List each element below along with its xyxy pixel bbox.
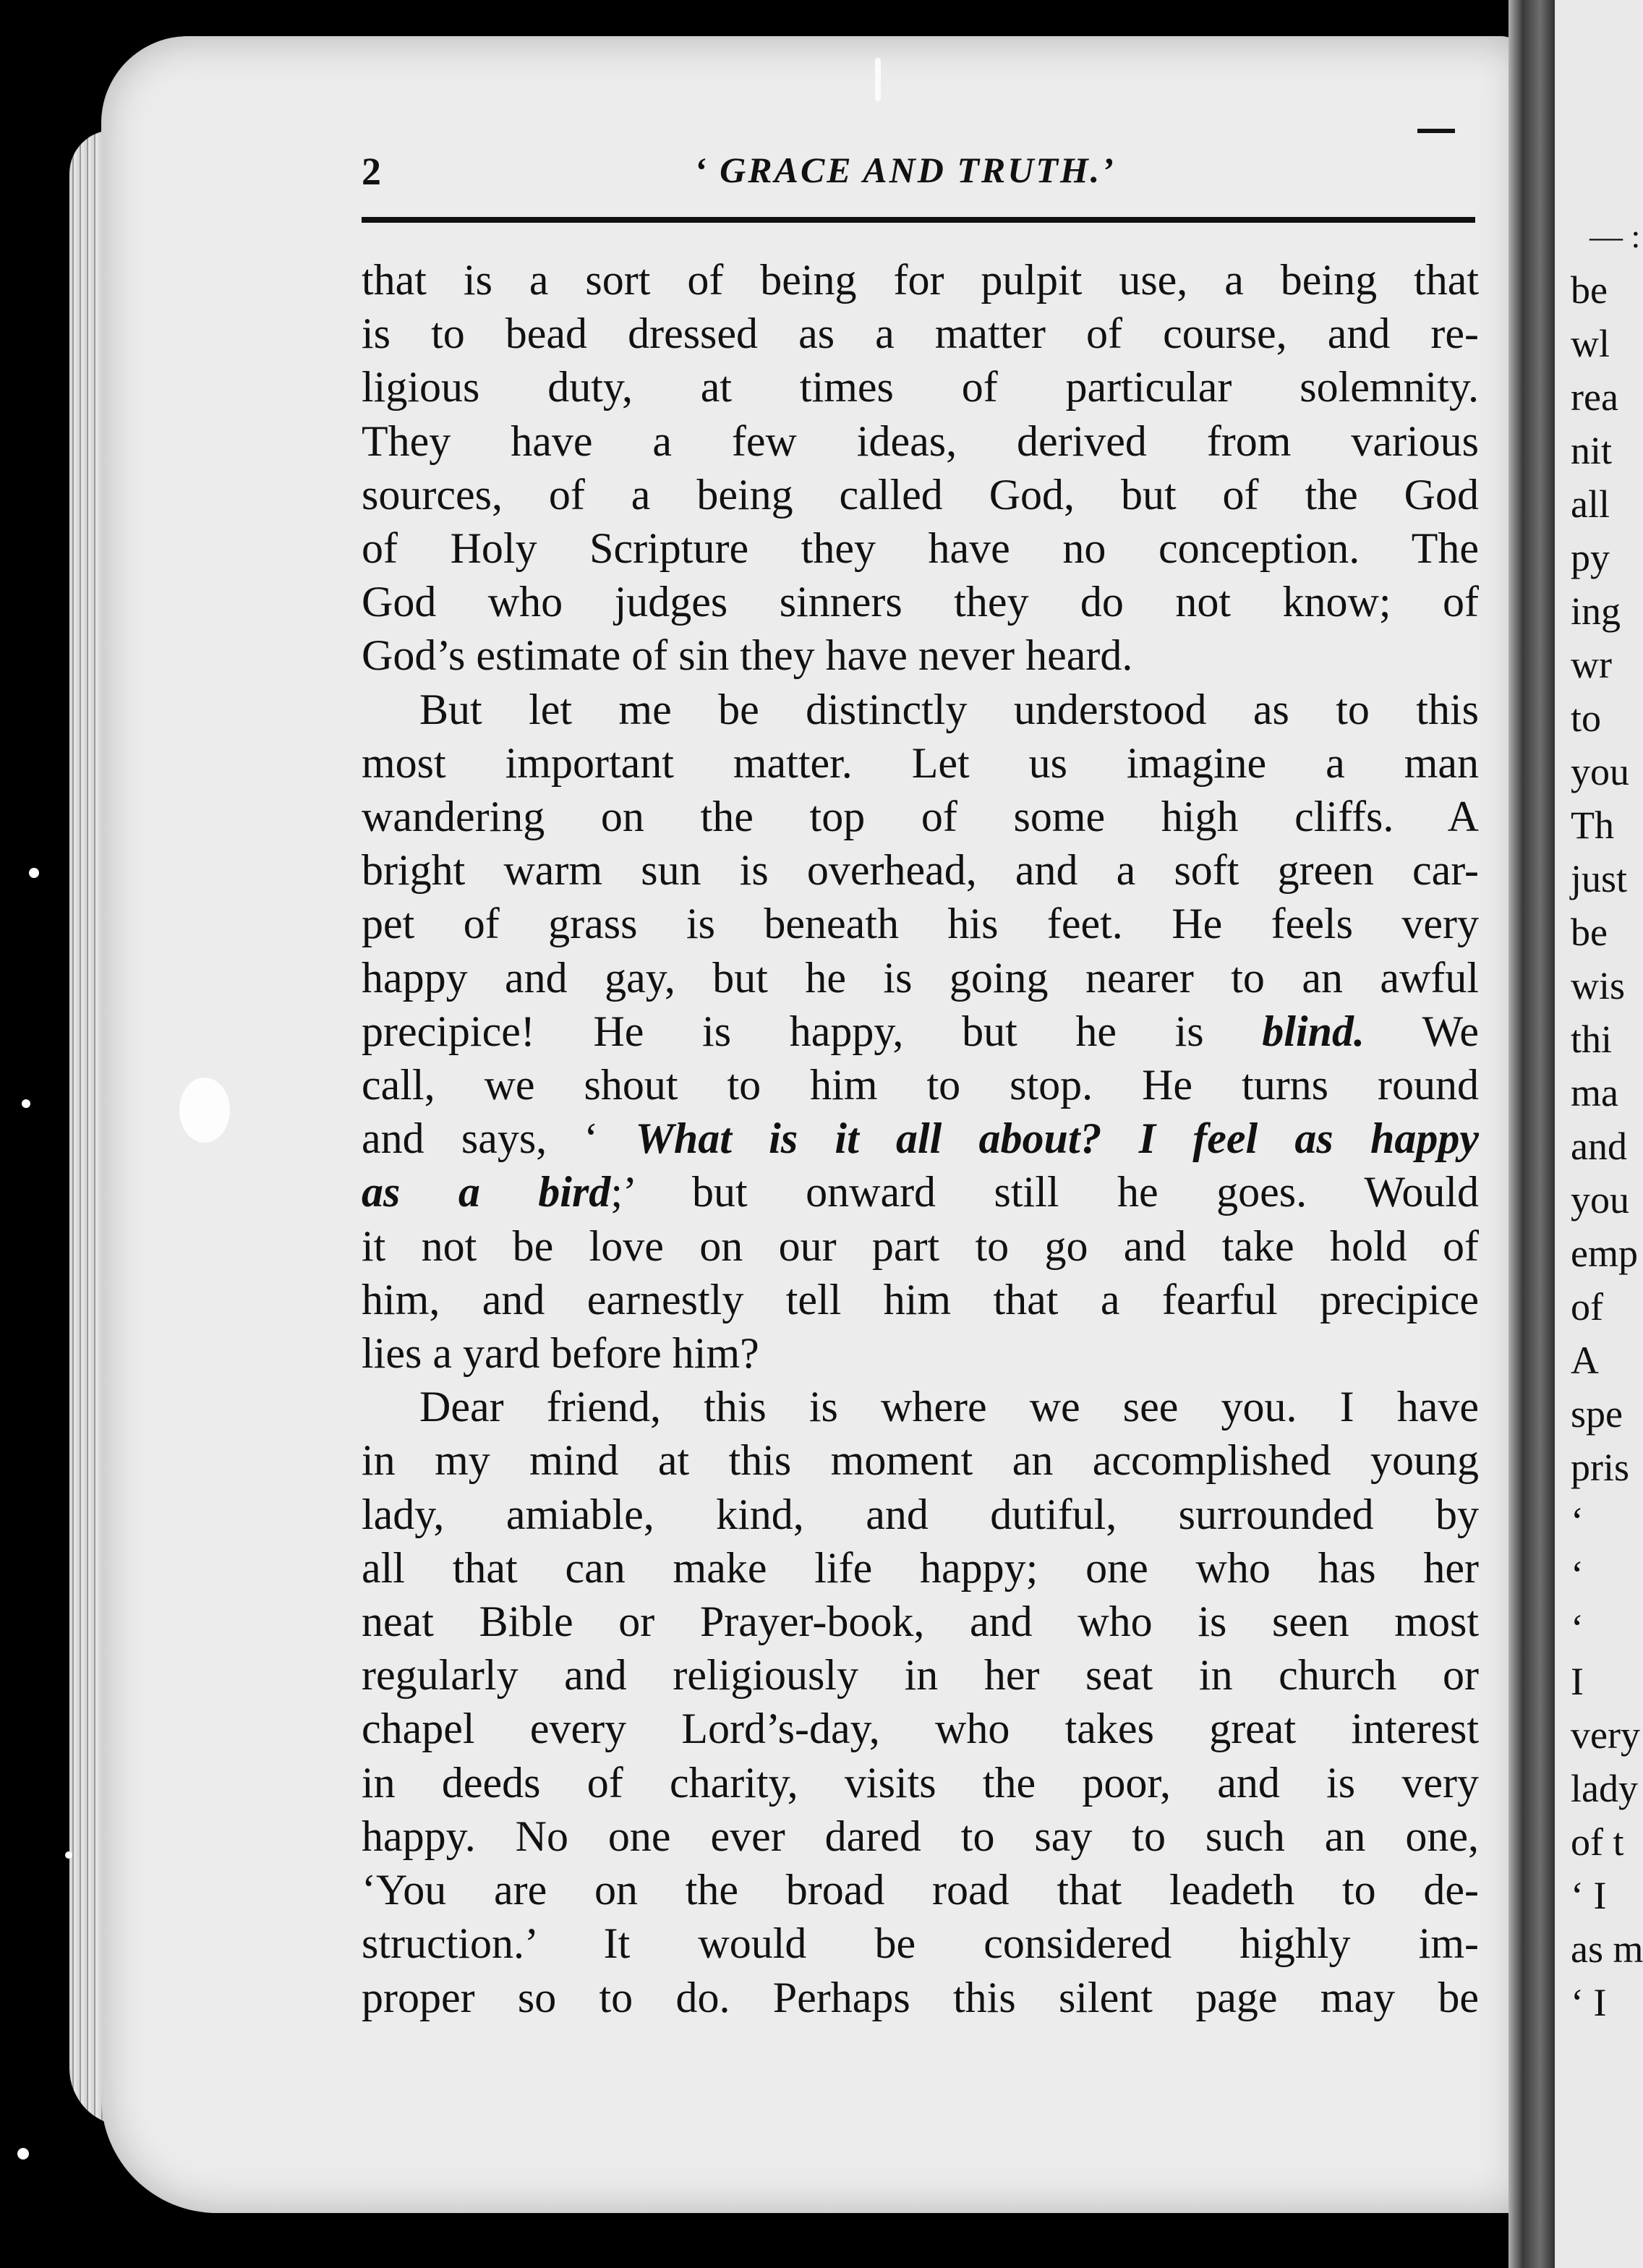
facing-page-lines: [1571, 263, 1643, 2029]
facing-line: I: [1571, 1660, 1584, 1703]
text-line: chapel every Lord’s-day, who takes great interest: [362, 1705, 1479, 1753]
facing-line: to: [1571, 696, 1602, 740]
running-title: ‘ GRACE AND TRUTH.’: [694, 150, 1116, 190]
text-line: But let me be distinctly understood as to this: [419, 685, 1479, 733]
text-line: God’s estimate of sin they have never heard.: [362, 631, 1133, 680]
text-line: that is a sort of being for pulpit use, a being that: [362, 256, 1479, 304]
facing-line: ma: [1571, 1071, 1618, 1114]
text-line: ‘You are on the broad road that leadeth to de-: [362, 1866, 1479, 1914]
facing-line: as m: [1571, 1927, 1643, 1971]
facing-line: you: [1571, 1178, 1629, 1222]
facing-line: ‘ I: [1571, 1874, 1607, 1917]
facing-line: rea: [1571, 375, 1618, 419]
text-run: We: [1365, 1007, 1480, 1055]
header-rule: [362, 217, 1475, 223]
facing-line: ‘ I: [1571, 1981, 1607, 2024]
text-run: and says, ‘: [362, 1114, 636, 1163]
paper-fleck: [17, 2148, 29, 2160]
text-line: most important matter. Let us imagine a man: [362, 738, 1479, 787]
paper-fleck: [29, 868, 39, 878]
facing-line: ‘: [1571, 1606, 1584, 1650]
facing-line: wis: [1571, 964, 1626, 1007]
text-line: God who judges sinners they do not know; of: [362, 578, 1479, 626]
facing-line: pris: [1571, 1446, 1629, 1489]
emphasis-blind: blind.: [1262, 1007, 1365, 1055]
facing-line: just: [1571, 857, 1628, 900]
facing-line: ‘: [1571, 1553, 1584, 1596]
paper-fleck: [22, 1099, 30, 1108]
text-line: happy and gay, but he is going nearer to an awful: [362, 953, 1479, 1002]
emphasis-quote: What is it all about? I feel as happy: [635, 1114, 1479, 1163]
facing-line: wr: [1571, 643, 1612, 686]
text-run: ;’ but onward still he goes. Would: [610, 1168, 1479, 1216]
facing-line: of: [1571, 1285, 1603, 1329]
facing-line: be: [1571, 268, 1608, 312]
facing-line: be: [1571, 911, 1608, 954]
text-line: ligious duty, at times of particular solemnity.: [362, 363, 1479, 412]
text-line: proper so to do. Perhaps this silent page may be: [362, 1973, 1479, 2021]
facing-line: and: [1571, 1125, 1627, 1168]
text-line: wandering on the top of some high cliffs. A: [362, 793, 1479, 841]
text-line: it not be love on our part to go and take hold of: [362, 1222, 1479, 1270]
facing-line: emp: [1571, 1232, 1638, 1275]
facing-line: of t: [1571, 1820, 1624, 1864]
text-line: [362, 1005, 1479, 1058]
facing-line: lady: [1571, 1767, 1638, 1810]
paragraph-2: [362, 683, 1479, 1381]
paragraph-1: [362, 253, 1479, 683]
text-line: him, and earnestly tell him that a fearful precipice: [362, 1275, 1479, 1323]
text-line: regularly and religiously in her seat in church or: [362, 1651, 1479, 1700]
body-text: [362, 253, 1479, 2024]
facing-line: py: [1571, 536, 1610, 579]
text-line: pet of grass is beneath his feet. He feels very: [362, 900, 1479, 948]
text-line: is to bead dressed as a matter of course, and re-: [362, 310, 1479, 358]
text-line: Dear friend, this is where we see you. I have: [419, 1383, 1479, 1431]
text-line: all that can make life happy; one who has her: [362, 1543, 1479, 1592]
paragraph-3: [362, 1380, 1479, 2024]
emphasis-quote: as a bird: [362, 1168, 611, 1216]
text-line: bright warm sun is overhead, and a soft green car-: [362, 846, 1479, 895]
facing-page-dash: — :: [1589, 218, 1641, 255]
text-line: [362, 1112, 1479, 1165]
facing-line: very: [1571, 1713, 1640, 1757]
paper-fleck: [179, 1078, 230, 1143]
text-line: lies a yard before him?: [362, 1329, 759, 1378]
facing-line: thi: [1571, 1018, 1613, 1061]
facing-line: wl: [1571, 322, 1610, 365]
text-line: happy. No one ever dared to say to such an one,: [362, 1812, 1479, 1860]
facing-page-fragment: [1555, 0, 1643, 2268]
text-line: call, we shout to him to stop. He turns round: [362, 1061, 1479, 1109]
text-line: They have a few ideas, derived from various: [362, 417, 1479, 465]
text-line: lady, amiable, kind, and dutiful, surrounded by: [362, 1490, 1479, 1538]
text-line: neat Bible or Prayer-book, and who is seen most: [362, 1598, 1479, 1646]
facing-line: Th: [1571, 803, 1614, 847]
text-line: struction.’ It would be considered highly im-: [362, 1919, 1479, 1968]
text-run: precipice! He is happy, but he is: [362, 1007, 1263, 1055]
running-header: [362, 145, 1475, 195]
facing-line: all: [1571, 482, 1610, 526]
text-line: in my mind at this moment an accomplished young: [362, 1436, 1479, 1485]
text-line: in deeds of charity, visits the poor, and is very: [362, 1758, 1479, 1807]
facing-line: you: [1571, 750, 1629, 793]
corner-mark: [1417, 129, 1455, 133]
text-line: [362, 1165, 1479, 1219]
facing-line: ing: [1571, 589, 1621, 633]
page-number: 2: [362, 150, 381, 193]
facing-line: A: [1571, 1339, 1599, 1382]
facing-line: nit: [1571, 429, 1613, 472]
text-line: sources, of a being called God, but of the God: [362, 470, 1479, 519]
facing-line: spe: [1571, 1392, 1623, 1436]
paper-fleck: [65, 1851, 72, 1859]
paper-fleck: [875, 58, 881, 101]
text-line: of Holy Scripture they have no conception. The: [362, 524, 1479, 573]
facing-line: ‘: [1571, 1499, 1584, 1543]
